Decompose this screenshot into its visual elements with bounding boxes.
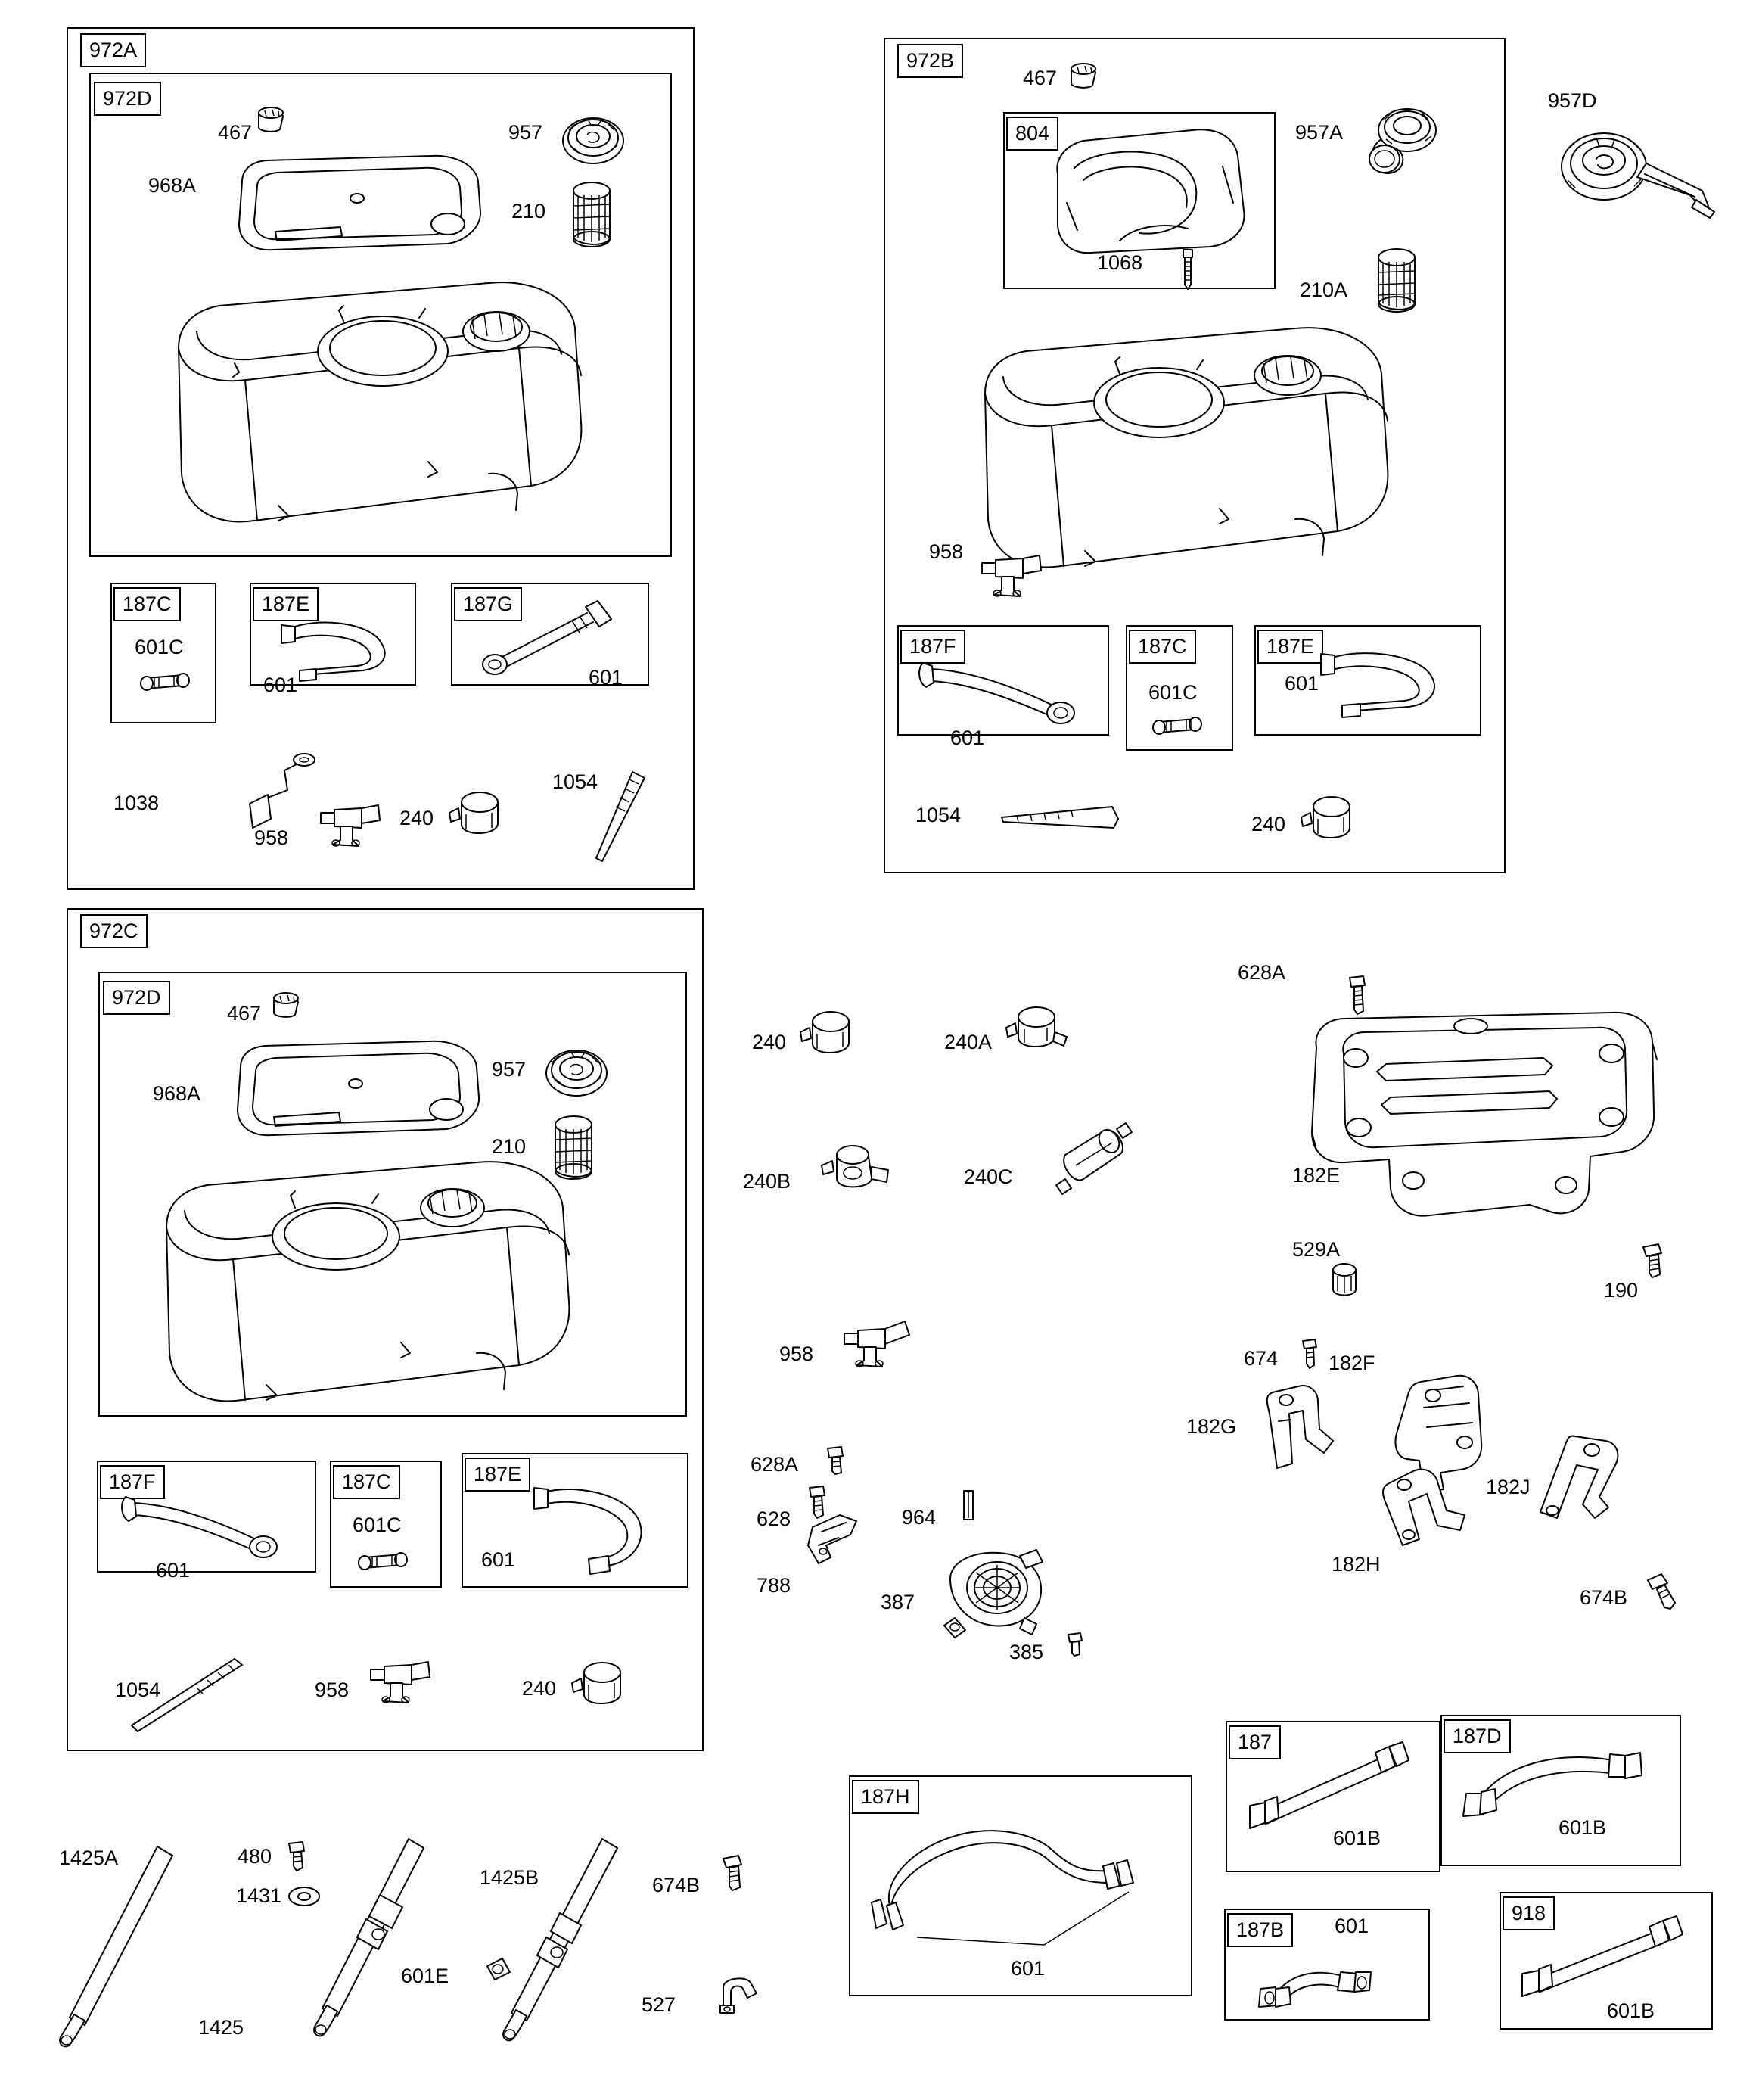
part-182J-bracket	[1527, 1429, 1625, 1550]
part-240-center	[799, 1000, 869, 1066]
part-628A-center	[822, 1442, 852, 1477]
callout-387: 387	[881, 1591, 915, 1613]
part-187H-hose	[862, 1803, 1180, 1954]
callout-480: 480	[238, 1845, 272, 1868]
part-957D	[1546, 121, 1720, 227]
subbox-tag-187H: 187H	[852, 1780, 919, 1814]
callout-601C-c: 601C	[353, 1514, 402, 1536]
callout-601-187H: 601	[1011, 1957, 1046, 1980]
subbox-tag-187G-a: 187G	[454, 587, 522, 621]
callout-467-b: 467	[1023, 67, 1058, 89]
callout-182H: 182H	[1332, 1553, 1381, 1576]
callout-1431: 1431	[236, 1884, 282, 1907]
callout-628A-right: 628A	[1238, 961, 1286, 984]
part-529A	[1322, 1256, 1368, 1305]
callout-601C-a: 601C	[135, 636, 184, 658]
part-240B	[819, 1135, 902, 1203]
callout-957D: 957D	[1548, 89, 1597, 112]
callout-1038: 1038	[113, 792, 160, 814]
callout-240C: 240C	[964, 1165, 1013, 1188]
part-957A	[1360, 98, 1444, 182]
part-918-hose	[1509, 1915, 1698, 2013]
part-187B-hose	[1245, 1952, 1412, 2021]
callout-240A: 240A	[944, 1031, 993, 1053]
part-968A-c	[225, 1037, 490, 1143]
subbox-tag-187E-a: 187E	[253, 587, 319, 621]
part-190-screw	[1637, 1240, 1669, 1283]
callout-240B: 240B	[743, 1170, 791, 1193]
callout-467-c: 467	[227, 1002, 262, 1025]
part-958-a	[313, 793, 396, 854]
part-240-b	[1300, 786, 1369, 851]
callout-182G: 182G	[1186, 1415, 1237, 1438]
callout-958-center: 958	[779, 1342, 814, 1365]
callout-601-187E-b: 601	[1285, 672, 1319, 695]
subbox-tag-187C-c: 187C	[333, 1465, 400, 1499]
part-240-a	[448, 781, 516, 846]
part-1054-b	[994, 799, 1145, 835]
callout-601-187F-c: 601	[156, 1559, 191, 1582]
subbox-tag-187E-b: 187E	[1257, 630, 1323, 664]
subbox-tag-187E-c: 187E	[465, 1458, 530, 1492]
subbox-tag-918: 918	[1503, 1896, 1555, 1930]
subbox-tag-804: 804	[1006, 117, 1058, 151]
part-467-b	[1062, 54, 1108, 98]
callout-601-187B: 601	[1335, 1915, 1369, 1937]
callout-958-a: 958	[254, 826, 289, 849]
part-240C	[1043, 1118, 1141, 1209]
part-1054-c	[121, 1651, 272, 1742]
part-958-b	[974, 543, 1058, 604]
part-1425-rod	[281, 1831, 433, 2043]
part-958-center	[837, 1309, 928, 1377]
callout-957-a: 957	[508, 121, 543, 144]
callout-957A: 957A	[1295, 121, 1344, 144]
part-968A-a	[227, 151, 492, 257]
part-387-carb	[929, 1545, 1058, 1651]
callout-1054-b: 1054	[915, 804, 962, 826]
subbox-tag-187D: 187D	[1444, 1719, 1511, 1753]
group-tag-972C: 972C	[80, 914, 148, 948]
part-182E-bracket	[1286, 999, 1672, 1241]
callout-601C-b: 601C	[1148, 681, 1198, 704]
part-1425B-rod	[463, 1831, 629, 2043]
callout-240-b: 240	[1251, 813, 1286, 835]
callout-601-187E-c: 601	[481, 1548, 516, 1571]
part-674-screw	[1297, 1335, 1322, 1373]
callout-210-a: 210	[511, 200, 546, 222]
part-182G-bracket	[1256, 1376, 1347, 1482]
callout-240-a: 240	[399, 807, 434, 829]
subbox-tag-187B: 187B	[1227, 1913, 1293, 1947]
callout-964: 964	[902, 1506, 937, 1529]
part-187-hose	[1235, 1741, 1424, 1846]
callout-182F: 182F	[1329, 1352, 1375, 1374]
callout-1068: 1068	[1097, 251, 1143, 274]
callout-601-187E-a: 601	[263, 674, 298, 696]
callout-1425A: 1425A	[59, 1846, 119, 1869]
callout-968A-a: 968A	[148, 174, 197, 197]
callout-674B-bottom: 674B	[652, 1874, 701, 1896]
callout-674B-right: 674B	[1580, 1586, 1628, 1609]
part-674B-screw-bottom	[717, 1851, 751, 1896]
callout-601E: 601E	[401, 1965, 449, 1987]
part-958-c	[363, 1650, 448, 1713]
callout-958-c: 958	[315, 1678, 350, 1701]
part-210-a	[561, 173, 625, 263]
part-1425A-rod	[51, 1836, 188, 2055]
group-tag-972A: 972A	[80, 33, 146, 67]
callout-182J: 182J	[1486, 1476, 1531, 1498]
part-fuel-tank-b	[970, 324, 1394, 581]
callout-1054-c: 1054	[115, 1678, 161, 1701]
callout-674: 674	[1244, 1347, 1279, 1370]
callout-601B-918: 601B	[1607, 1999, 1655, 2022]
part-187C-c	[354, 1539, 418, 1586]
part-467-a	[250, 97, 295, 142]
part-182H-bracket	[1374, 1461, 1480, 1559]
subbox-tag-187C-a: 187C	[113, 587, 181, 621]
callout-529A: 529A	[1292, 1238, 1341, 1261]
group-tag-972D-c: 972D	[103, 981, 170, 1015]
callout-467-a: 467	[218, 121, 253, 144]
subbox-tag-187F-c: 187F	[100, 1465, 165, 1499]
part-674B-screw-right	[1642, 1570, 1681, 1616]
callout-958-b: 958	[929, 540, 964, 563]
part-628-bracket	[803, 1504, 887, 1588]
part-467-c	[265, 984, 310, 1028]
callout-240-c: 240	[522, 1677, 557, 1700]
subbox-tag-187C-b: 187C	[1129, 630, 1196, 664]
group-tag-972B: 972B	[897, 44, 963, 78]
part-240A	[1003, 997, 1076, 1062]
part-187E-c	[521, 1477, 664, 1583]
callout-628A-center: 628A	[751, 1453, 799, 1476]
part-fuel-tank-a	[163, 278, 587, 536]
callout-1425B: 1425B	[480, 1866, 539, 1889]
part-964	[956, 1485, 982, 1529]
callout-628: 628	[757, 1507, 791, 1530]
part-187C-b	[1148, 704, 1212, 751]
callout-788: 788	[757, 1574, 791, 1597]
part-240-c	[570, 1651, 640, 1716]
part-957-c	[542, 1040, 614, 1105]
callout-240-center: 240	[752, 1031, 787, 1053]
part-fuel-tank-c	[151, 1158, 575, 1408]
subbox-tag-187: 187	[1229, 1725, 1281, 1759]
part-187E-b	[1313, 642, 1457, 725]
callout-601B-187D: 601B	[1559, 1816, 1607, 1839]
part-1068-screw	[1176, 245, 1200, 291]
group-tag-972D-a: 972D	[94, 82, 161, 116]
callout-190: 190	[1604, 1279, 1639, 1302]
part-527-clamp	[713, 1969, 766, 2022]
part-210A	[1366, 239, 1430, 327]
callout-182E: 182E	[1292, 1164, 1341, 1187]
part-187F-b	[917, 652, 1091, 728]
part-187C-a	[136, 658, 197, 711]
callout-210-c: 210	[492, 1135, 527, 1158]
callout-527: 527	[642, 1993, 676, 2016]
subbox-tag-187F-b: 187F	[900, 630, 965, 664]
callout-601-187G-a: 601	[589, 666, 623, 689]
part-804	[1044, 127, 1256, 256]
callout-957-c: 957	[492, 1058, 527, 1081]
callout-385: 385	[1009, 1641, 1044, 1663]
part-187F-c	[120, 1486, 294, 1565]
callout-1425: 1425	[198, 2016, 244, 2039]
callout-210A: 210A	[1300, 278, 1348, 301]
callout-601B-187: 601B	[1333, 1827, 1381, 1850]
callout-601-187F-b: 601	[950, 726, 985, 749]
part-385	[1062, 1629, 1089, 1660]
callout-968A-c: 968A	[153, 1082, 201, 1105]
part-957-a	[558, 107, 631, 173]
callout-1054-a: 1054	[552, 770, 598, 793]
